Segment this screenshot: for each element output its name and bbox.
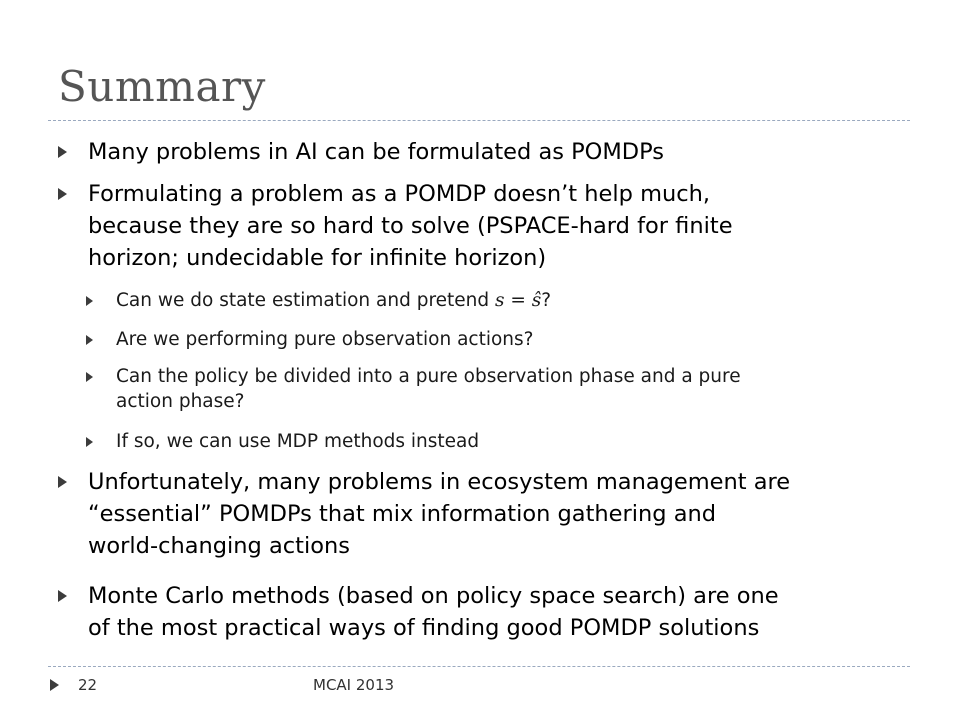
subbullet-text-prefix: Can we do state estimation and pretend [116,290,496,311]
triangle-right-icon [86,335,93,345]
bullet-item [58,466,896,562]
slide-number: 22 [78,676,98,694]
bullet-item [58,136,896,168]
triangle-right-icon [86,437,93,447]
subbullet-item [86,288,896,313]
subbullet-text: If so, we can use MDP methods instead [116,431,480,452]
bullet-text: Unfortunately, many problems in ecosystem management are “essential” POMDPs that mix information gathering and world-changing actions [88,469,791,559]
subbullet-item [86,327,896,352]
subbullet-item [86,429,896,454]
bullet-item [58,580,896,644]
triangle-right-icon [58,476,67,488]
conference-label: MCAI 2013 [313,676,395,694]
triangle-right-icon [86,372,93,382]
triangle-right-icon [58,590,67,602]
math-expression: s = ŝ [495,290,542,311]
subbullet-text-suffix: ? [541,290,552,311]
triangle-right-icon [58,188,67,200]
bullet-text: Formulating a problem as a POMDP doesn’t help much, because they are so hard to solve (PSPACE-hard for finite horizon; undecidable for infinite horizon) [88,181,733,271]
subbullet-text: Are we performing pure observation actions? [116,329,534,350]
footer-divider [48,666,910,667]
subbullet-item [86,364,896,414]
bullet-text: Many problems in AI can be formulated as POMDPs [88,139,665,165]
bullet-item [58,178,896,274]
bullet-text: Monte Carlo methods (based on policy space search) are one of the most practical ways of finding good POMDP solutions [88,583,779,641]
subbullet-text: Can the policy be divided into a pure observation phase and a pure action phase? [116,366,741,412]
triangle-right-icon [50,679,59,691]
triangle-right-icon [86,296,93,306]
title-divider [48,120,910,121]
triangle-right-icon [58,146,67,158]
slide-title: Summary [58,62,266,111]
subbullet-text [116,288,896,313]
